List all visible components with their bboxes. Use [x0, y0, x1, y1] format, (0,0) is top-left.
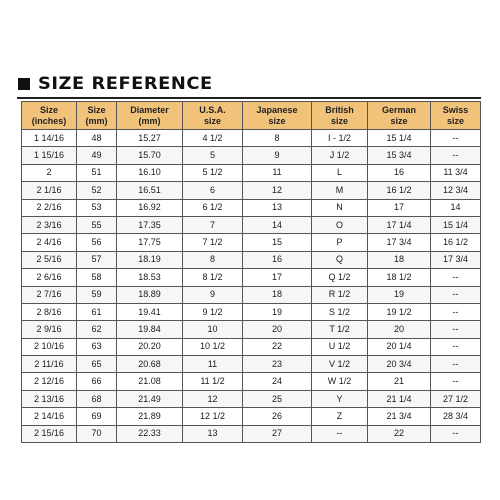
- table-cell: 15 1/4: [431, 216, 481, 233]
- table-cell: 53: [77, 199, 117, 216]
- header-usa-size-line: size: [203, 115, 221, 126]
- table-cell: M: [312, 182, 368, 199]
- table-row: [22, 390, 481, 407]
- table-cell: --: [431, 303, 481, 320]
- table-cell: 13: [183, 425, 243, 442]
- header-usa-size-line: U.S.A.: [199, 104, 226, 115]
- header-size-mm: [77, 102, 117, 130]
- table-cell: 27 1/2: [431, 390, 481, 407]
- table-cell: 2 13/16: [22, 390, 77, 407]
- table-cell: 52: [77, 182, 117, 199]
- table-cell: 17 3/4: [368, 234, 431, 251]
- table-cell: 2 7/16: [22, 286, 77, 303]
- table-cell: J 1/2: [312, 147, 368, 164]
- table-cell: 57: [77, 251, 117, 268]
- table-cell: 48: [77, 130, 117, 147]
- table-cell: 24: [243, 373, 312, 390]
- header-swiss-size-line: size: [446, 115, 464, 126]
- table-cell: 13: [243, 199, 312, 216]
- table-cell: 21.08: [117, 373, 183, 390]
- table-cell: 16.51: [117, 182, 183, 199]
- square-bullet-icon: [18, 78, 30, 90]
- table-cell: --: [312, 425, 368, 442]
- table-cell: 20.68: [117, 356, 183, 373]
- table-cell: 14: [243, 216, 312, 233]
- size-reference-table: [21, 101, 481, 443]
- table-cell: 7: [183, 216, 243, 233]
- table-cell: 19: [368, 286, 431, 303]
- table-cell: 15: [243, 234, 312, 251]
- table-cell: 8: [243, 130, 312, 147]
- table-cell: 11 3/4: [431, 164, 481, 181]
- table-cell: --: [431, 130, 481, 147]
- header-size-mm-line: Size: [87, 104, 106, 115]
- header-japanese-size-line: size: [268, 115, 286, 126]
- table-cell: 18.19: [117, 251, 183, 268]
- header-british-size: [312, 102, 368, 130]
- table-header-row: [22, 102, 481, 130]
- table-cell: 27: [243, 425, 312, 442]
- table-cell: 15 3/4: [368, 147, 431, 164]
- table-cell: 15.27: [117, 130, 183, 147]
- table-cell: 2: [22, 164, 77, 181]
- table-row: [22, 303, 481, 320]
- table-cell: 15 1/4: [368, 130, 431, 147]
- table-cell: 19.84: [117, 321, 183, 338]
- table-row: [22, 164, 481, 181]
- header-japanese-size-line: Japanese: [256, 104, 298, 115]
- table-cell: Q: [312, 251, 368, 268]
- table-cell: 2 15/16: [22, 425, 77, 442]
- table-row: [22, 251, 481, 268]
- table-cell: 21.89: [117, 408, 183, 425]
- table-cell: 16: [243, 251, 312, 268]
- table-cell: 11: [183, 356, 243, 373]
- table-cell: 22: [243, 338, 312, 355]
- table-cell: --: [431, 425, 481, 442]
- table-cell: 16.10: [117, 164, 183, 181]
- table-cell: 58: [77, 269, 117, 286]
- table-cell: 66: [77, 373, 117, 390]
- table-cell: 19 1/2: [368, 303, 431, 320]
- table-cell: 12 1/2: [183, 408, 243, 425]
- table-cell: 12: [243, 182, 312, 199]
- table-cell: 68: [77, 390, 117, 407]
- table-cell: 17.35: [117, 216, 183, 233]
- header-diameter-mm-line: Diameter: [130, 104, 169, 115]
- table-cell: 14: [431, 199, 481, 216]
- table-cell: 1 15/16: [22, 147, 77, 164]
- table-cell: 6 1/2: [183, 199, 243, 216]
- table-cell: 2 2/16: [22, 199, 77, 216]
- table-cell: 2 8/16: [22, 303, 77, 320]
- table-cell: 16: [368, 164, 431, 181]
- table-cell: 26: [243, 408, 312, 425]
- table-cell: 18 1/2: [368, 269, 431, 286]
- table-row: [22, 269, 481, 286]
- table-cell: 21.49: [117, 390, 183, 407]
- header-diameter-mm-line: (mm): [138, 115, 161, 126]
- table-row: [22, 234, 481, 251]
- table-cell: 8: [183, 251, 243, 268]
- table-cell: 2 4/16: [22, 234, 77, 251]
- table-cell: R 1/2: [312, 286, 368, 303]
- table-cell: 20: [368, 321, 431, 338]
- table-cell: 17.75: [117, 234, 183, 251]
- table-cell: 9: [243, 147, 312, 164]
- table-cell: 21: [368, 373, 431, 390]
- page-title: SIZE REFERENCE: [38, 74, 213, 94]
- table-cell: 25: [243, 390, 312, 407]
- table-cell: 5: [183, 147, 243, 164]
- table-cell: W 1/2: [312, 373, 368, 390]
- table-row: [22, 373, 481, 390]
- table-cell: 55: [77, 216, 117, 233]
- header-swiss-size-line: Swiss: [442, 104, 469, 115]
- table-cell: 15.70: [117, 147, 183, 164]
- table-cell: 2 3/16: [22, 216, 77, 233]
- table-cell: 9 1/2: [183, 303, 243, 320]
- table-row: [22, 408, 481, 425]
- table-cell: 5 1/2: [183, 164, 243, 181]
- table-cell: --: [431, 286, 481, 303]
- header-german-size-line: German: [381, 104, 416, 115]
- header-german-size: [368, 102, 431, 130]
- table-cell: 6: [183, 182, 243, 199]
- table-cell: 1 14/16: [22, 130, 77, 147]
- table-cell: 19: [243, 303, 312, 320]
- table-cell: 2 6/16: [22, 269, 77, 286]
- table-cell: 2 12/16: [22, 373, 77, 390]
- table-cell: 10 1/2: [183, 338, 243, 355]
- table-row: [22, 286, 481, 303]
- table-row: [22, 199, 481, 216]
- header-size-inches-line: (inches): [31, 115, 67, 126]
- table-row: [22, 147, 481, 164]
- header-size-inches: [22, 102, 77, 130]
- table-cell: 18.53: [117, 269, 183, 286]
- table-cell: 2 10/16: [22, 338, 77, 355]
- header-size-mm-line: (mm): [85, 115, 108, 126]
- table-cell: 2 14/16: [22, 408, 77, 425]
- table-cell: Y: [312, 390, 368, 407]
- header-usa-size: [183, 102, 243, 130]
- table-cell: 9: [183, 286, 243, 303]
- table-cell: 22: [368, 425, 431, 442]
- header-diameter-mm: [117, 102, 183, 130]
- table-cell: 21 1/4: [368, 390, 431, 407]
- table-cell: 19.41: [117, 303, 183, 320]
- table-cell: --: [431, 147, 481, 164]
- table-cell: 70: [77, 425, 117, 442]
- table-cell: --: [431, 338, 481, 355]
- table-cell: 11: [243, 164, 312, 181]
- table-cell: 18: [243, 286, 312, 303]
- header-british-size-line: size: [330, 115, 348, 126]
- table-cell: 61: [77, 303, 117, 320]
- table-cell: 65: [77, 356, 117, 373]
- header-japanese-size: [243, 102, 312, 130]
- table-row: [22, 182, 481, 199]
- table-cell: 28 3/4: [431, 408, 481, 425]
- table-row: [22, 338, 481, 355]
- table-row: [22, 130, 481, 147]
- table-body: [22, 130, 481, 443]
- table-row: [22, 356, 481, 373]
- table-cell: 16 1/2: [368, 182, 431, 199]
- table-cell: 4 1/2: [183, 130, 243, 147]
- table-cell: O: [312, 216, 368, 233]
- table-cell: 20: [243, 321, 312, 338]
- table-cell: V 1/2: [312, 356, 368, 373]
- table-cell: Z: [312, 408, 368, 425]
- table-cell: 21 3/4: [368, 408, 431, 425]
- table-cell: L: [312, 164, 368, 181]
- page-title-block: [18, 73, 213, 95]
- header-size-inches-line: Size: [39, 104, 58, 115]
- table-cell: P: [312, 234, 368, 251]
- table-cell: 69: [77, 408, 117, 425]
- table-cell: 49: [77, 147, 117, 164]
- table-cell: 59: [77, 286, 117, 303]
- table-cell: 2 1/16: [22, 182, 77, 199]
- table-cell: I - 1/2: [312, 130, 368, 147]
- table-cell: 62: [77, 321, 117, 338]
- table-cell: 18.89: [117, 286, 183, 303]
- table-cell: 56: [77, 234, 117, 251]
- table-row: [22, 321, 481, 338]
- table-cell: 10: [183, 321, 243, 338]
- table-cell: --: [431, 321, 481, 338]
- table-cell: 22.33: [117, 425, 183, 442]
- table-cell: 18: [368, 251, 431, 268]
- table-row: [22, 216, 481, 233]
- table-cell: U 1/2: [312, 338, 368, 355]
- header-british-size-line: British: [325, 104, 354, 115]
- table-cell: T 1/2: [312, 321, 368, 338]
- table-cell: 17: [243, 269, 312, 286]
- table-cell: 7 1/2: [183, 234, 243, 251]
- table-cell: 17: [368, 199, 431, 216]
- table-cell: 20 1/4: [368, 338, 431, 355]
- table-cell: --: [431, 373, 481, 390]
- table-cell: S 1/2: [312, 303, 368, 320]
- table-cell: 20.20: [117, 338, 183, 355]
- table-cell: 63: [77, 338, 117, 355]
- table-cell: 20 3/4: [368, 356, 431, 373]
- table-cell: Q 1/2: [312, 269, 368, 286]
- table-cell: 11 1/2: [183, 373, 243, 390]
- table-cell: 16 1/2: [431, 234, 481, 251]
- header-german-size-line: size: [390, 115, 408, 126]
- table-cell: 23: [243, 356, 312, 373]
- table-cell: 12: [183, 390, 243, 407]
- table-cell: 17 1/4: [368, 216, 431, 233]
- table-cell: --: [431, 356, 481, 373]
- table-cell: 2 9/16: [22, 321, 77, 338]
- table-cell: 17 3/4: [431, 251, 481, 268]
- table-cell: 12 3/4: [431, 182, 481, 199]
- table-cell: 2 11/16: [22, 356, 77, 373]
- table-row: [22, 425, 481, 442]
- table-cell: 2 5/16: [22, 251, 77, 268]
- table-cell: 8 1/2: [183, 269, 243, 286]
- header-swiss-size: [431, 102, 481, 130]
- table-cell: --: [431, 269, 481, 286]
- table-cell: 51: [77, 164, 117, 181]
- title-divider: [17, 97, 481, 99]
- table-cell: 16.92: [117, 199, 183, 216]
- table-cell: N: [312, 199, 368, 216]
